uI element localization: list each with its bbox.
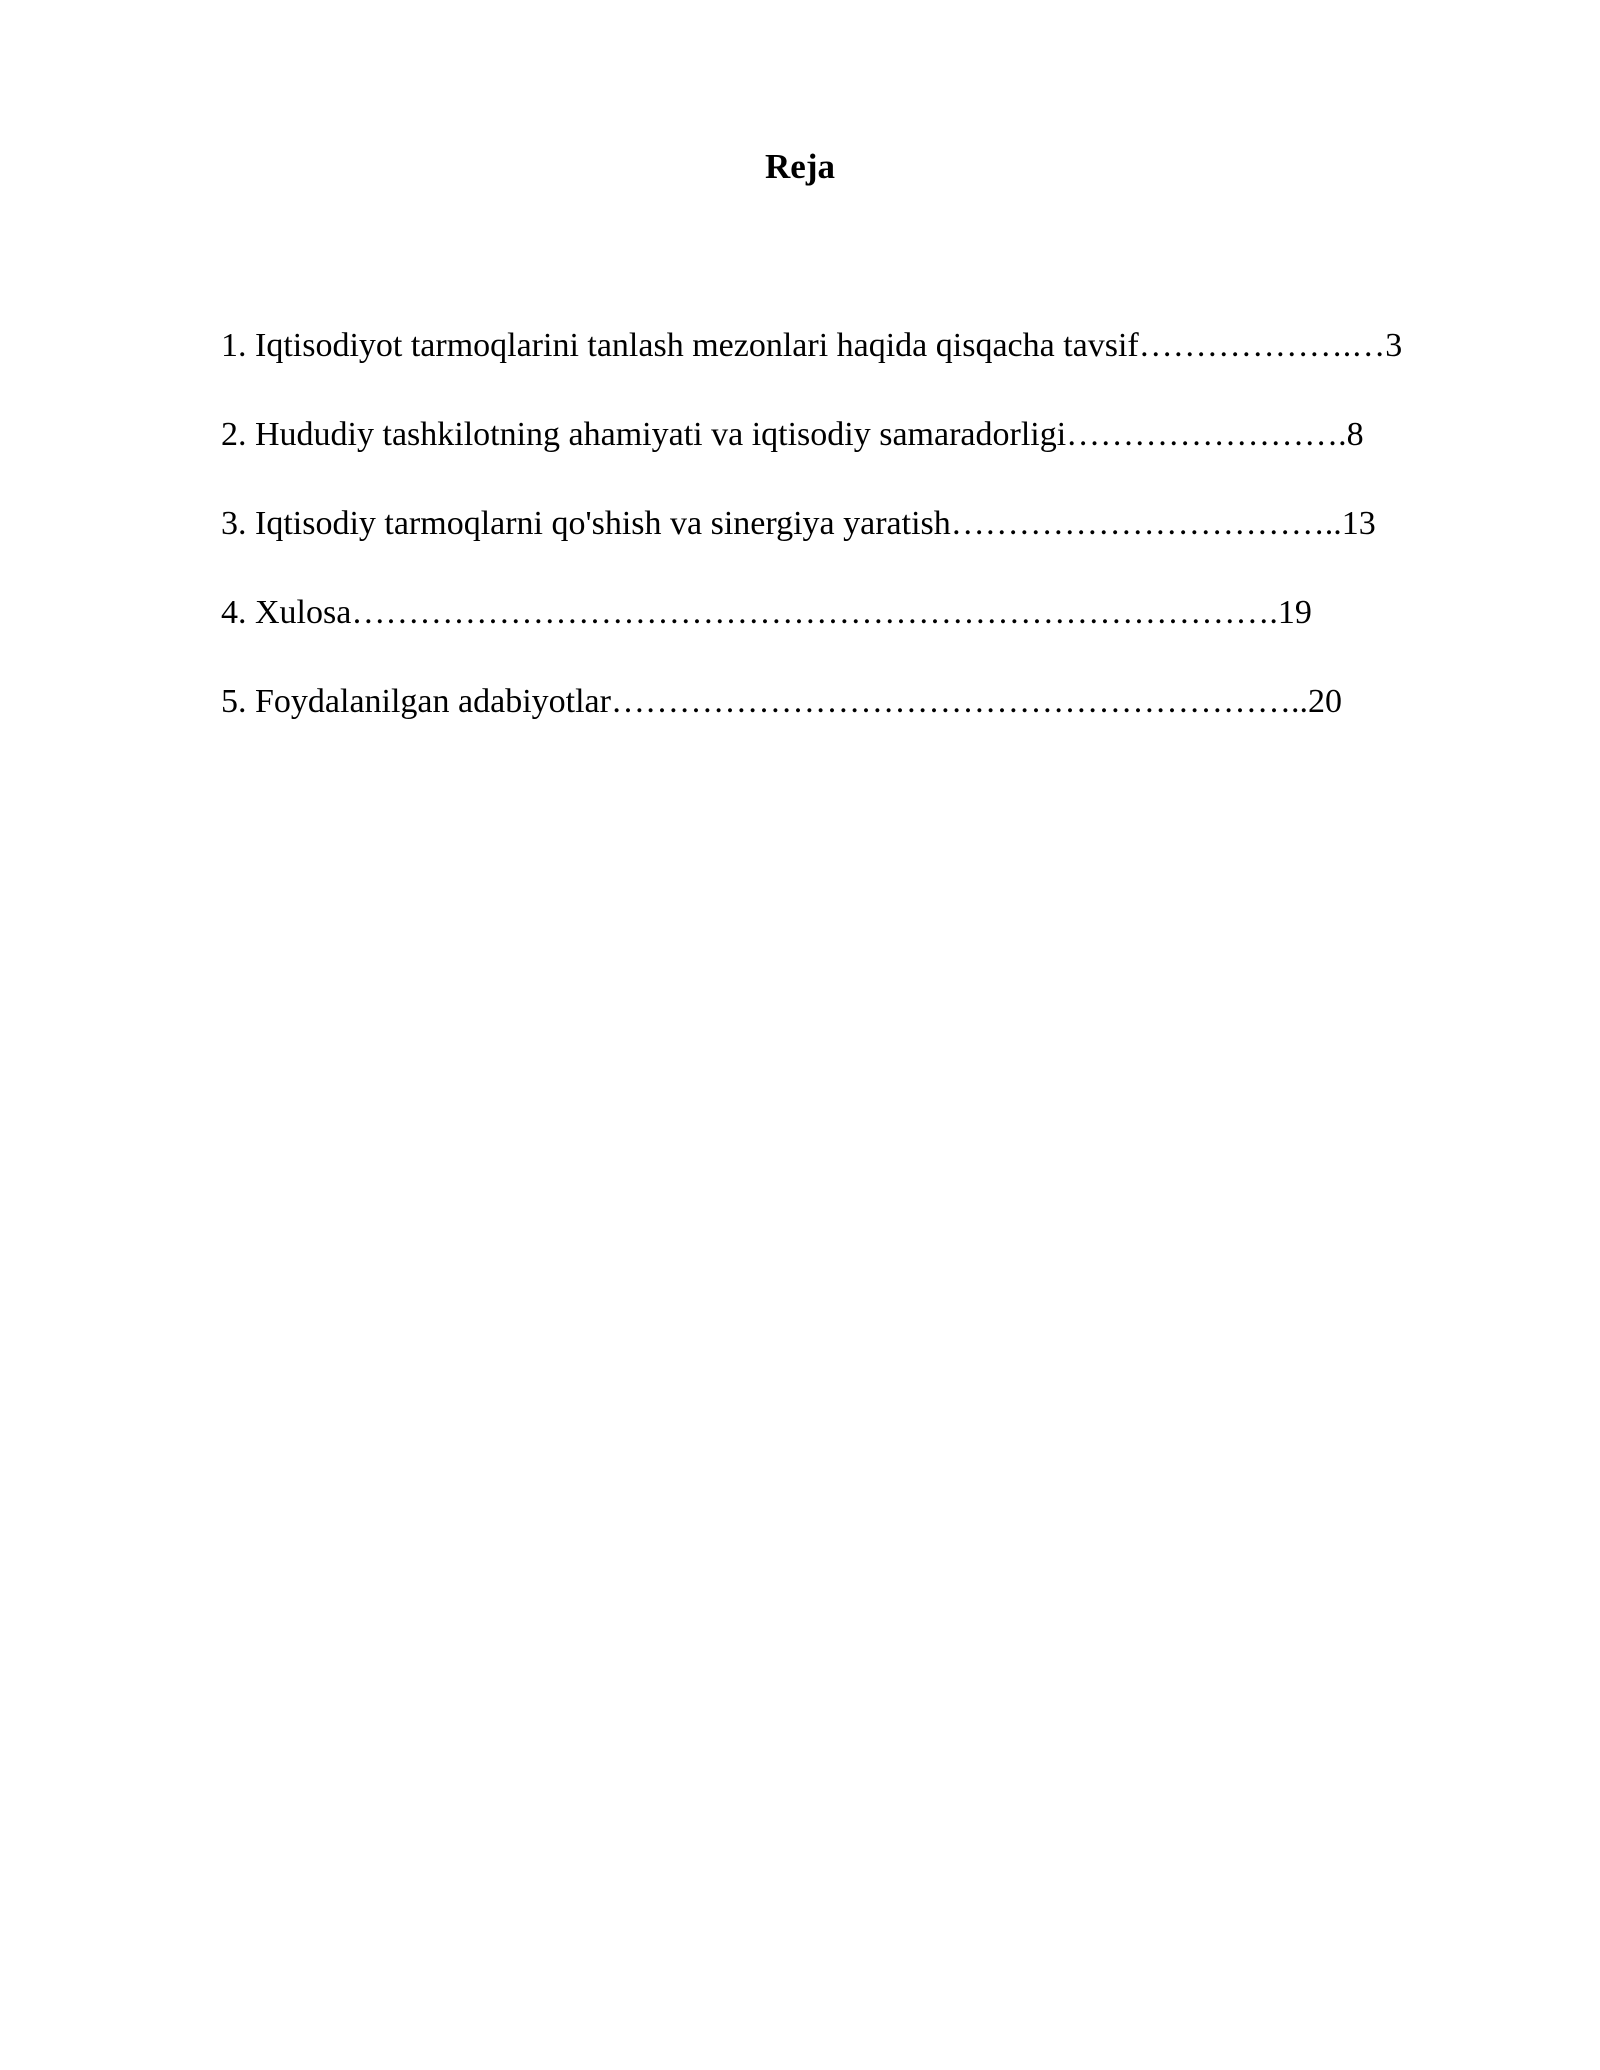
toc-entry: 4. Xulosa……………………………………………………………………….19 [221, 594, 1312, 631]
page-title: Reja [765, 147, 835, 186]
toc-entry: 1. Iqtisodiyot tarmoqlarini tanlash mezonlari haqida qisqacha tavsif……………….…3 [221, 327, 1403, 364]
toc-entry: 2. Hududiy tashkilotning ahamiyati va iqtisodiy samaradorligi…………………….8 [221, 416, 1364, 453]
toc-entry: 5. Foydalanilgan adabiyotlar……………………………………………………..20 [221, 683, 1342, 720]
toc-entry: 3. Iqtisodiy tarmoqlarni qo'shish va sinergiya yaratish……………………………..13 [221, 505, 1376, 542]
table-of-contents [221, 326, 1471, 771]
